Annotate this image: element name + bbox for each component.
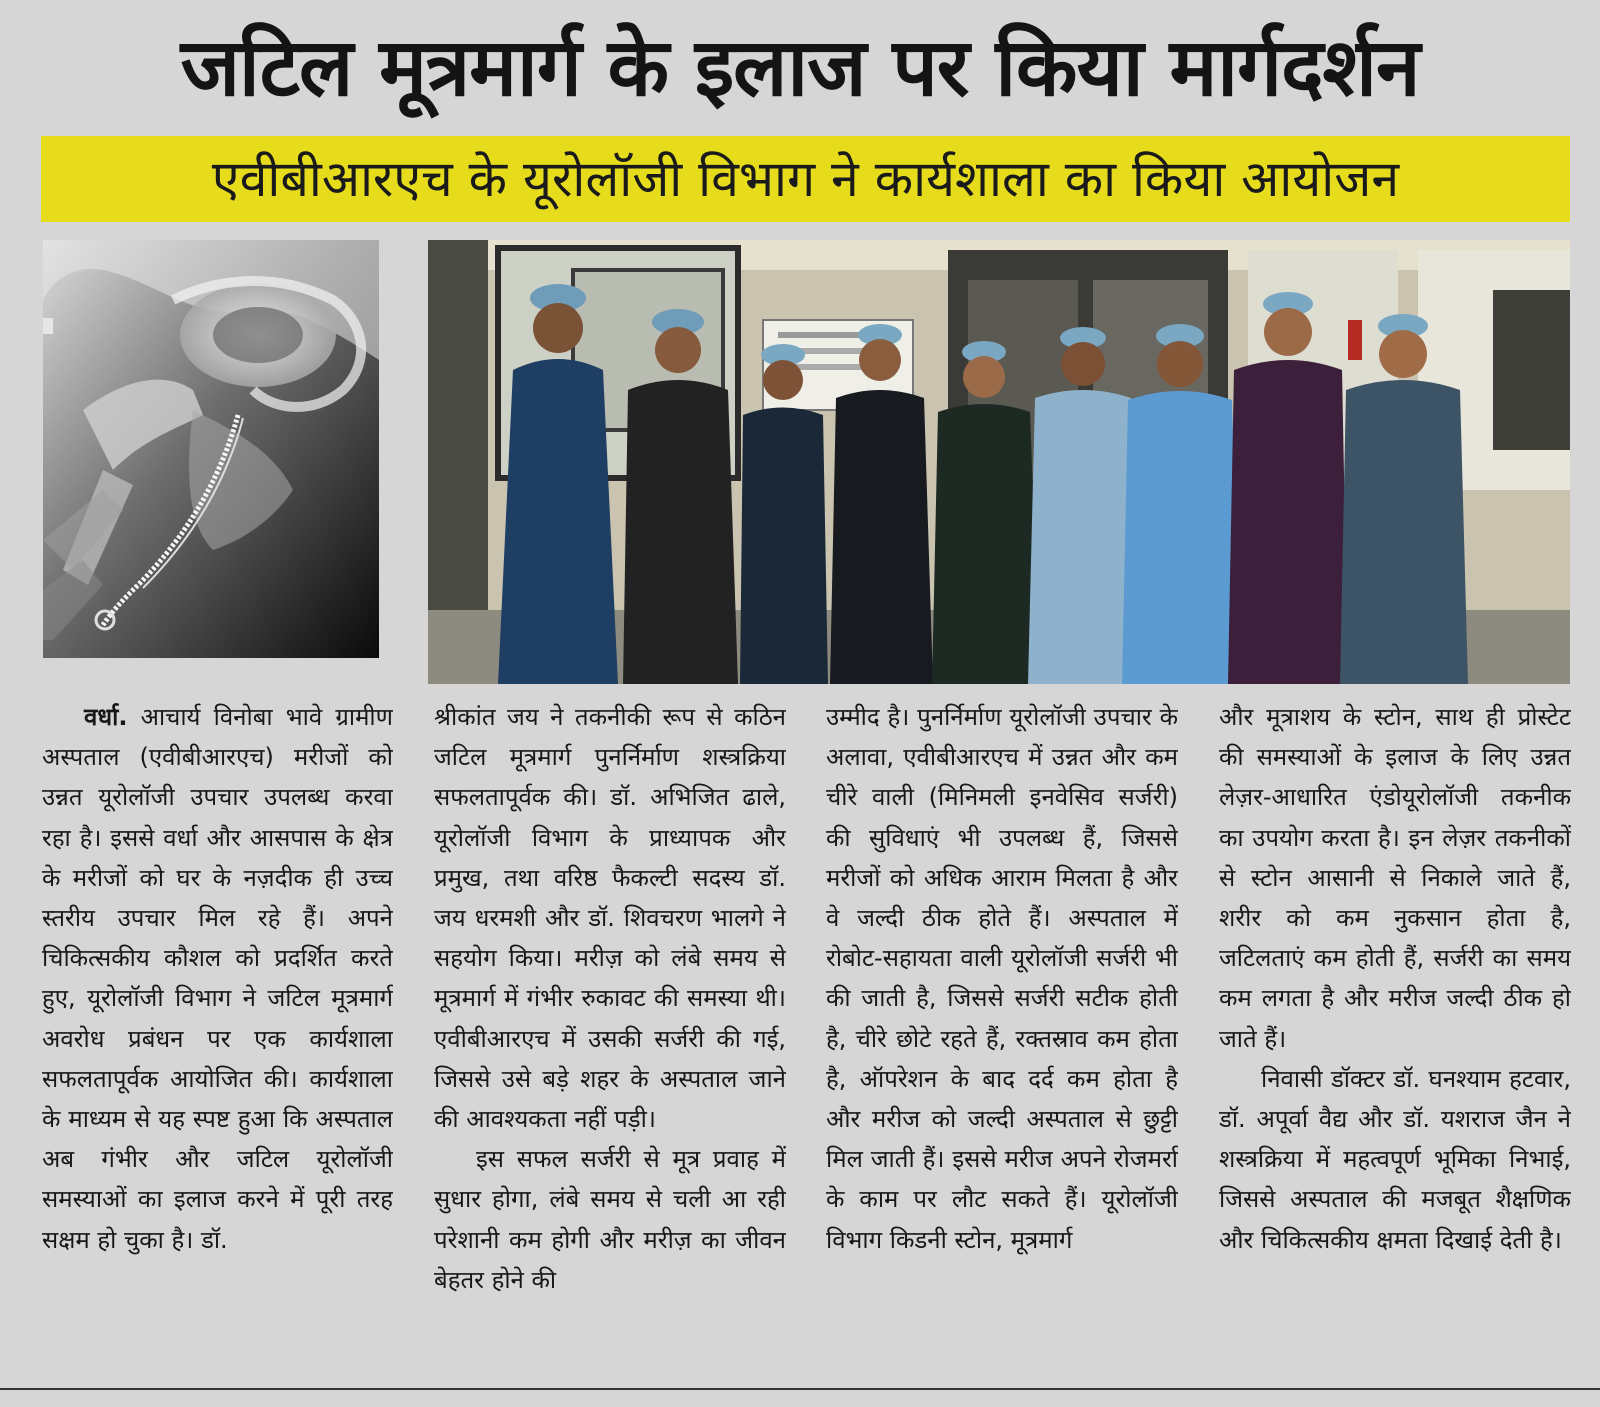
- article-col4-paragraph-1: और मूत्राशय के स्टोन, साथ ही प्रोस्टेट की समस्याओं के इलाज के लिए उन्नत लेज़र-आधारित एंडोयूरोलॉजी तकनीक का उपयोग करता है। इन लेज़र तकनीकों से स्टोन आसानी से निकाले जाते हैं, शरीर को कम नुकसान होता है, जटिलताएं कम होती हैं, सर्जरी का समय कम लगता है और मरीज जल्दी ठीक हो जाते हैं।: [1219, 703, 1571, 1053]
- article-col3-text: उम्मीद है। पुनर्निर्माण यूरोलॉजी उपचार के अलावा, एवीबीआरएच में उन्नत और कम चीरे वाली (मिनिमली इनवेसिव सर्जरी) की सुविधाएं भी उपलब्ध हैं, जिससे मरीजों को अधिक आराम मिलता है और वे जल्दी ठीक होते हैं। अस्पताल में रोबोट-सहायता वाली यूरोलॉजी सर्जरी भी की जाती है, जिससे सर्जरी सटीक होती है, चीरे छोटे रहते हैं, रक्तस्राव कम होता है, ऑपरेशन के बाद दर्द कम होता है और मरीज को जल्दी अस्पताल से छुट्टी मिल जाती हैं। इससे मरीज अपने रोजमर्रा के काम पर लौट सकते हैं। यूरोलॉजी विभाग किडनी स्टोन, मूत्रमार्ग: [826, 703, 1178, 1254]
- article-col1-text: आचार्य विनोबा भावे ग्रामीण अस्पताल (एवीबीआरएच) मरीजों को उन्नत यूरोलॉजी उपचार उपलब्ध करवा रहा है। इससे वर्धा और आसपास के क्षेत्र के मरीजों को घर के नज़दीक ही उच्च स्तरीय उपचार मिल रहे हैं। अपने चिकित्सकीय कौशल को प्रदर्शित करते हुए, यूरोलॉजी विभाग ने जटिल मूत्रमार्ग अवरोध प्रबंधन पर एक कार्यशाला सफलतापूर्वक आयोजित की। कार्यशाला के माध्यम से यह स्पष्ट हुआ कि अस्पताल अब गंभीर और जटिल यूरोलॉजी समस्याओं का इलाज करने में पूरी तरह सक्षम हो चुका है। डॉ.: [42, 703, 393, 1254]
- article-col4-paragraph-2: निवासी डॉक्टर डॉ. घनश्याम हटवार, डॉ. अपूर्वा वैद्य और डॉ. यशराज जैन ने शस्त्रक्रिया में महत्वपूर्ण भूमिका निभाई, जिससे अस्पताल की मजबूत शैक्षणिक और चिकित्सकीय क्षमता दिखाई देती है।: [1219, 1064, 1571, 1254]
- bottom-rule: [0, 1388, 1600, 1390]
- article-column-3: [826, 697, 1178, 1387]
- article-col2-paragraph-2: इस सफल सर्जरी से मूत्र प्रवाह में सुधार होगा, लंबे समय से चली आ रही परेशानी कम होगी और मरीज़ का जीवन बेहतर होने की: [434, 1145, 786, 1294]
- article-column-2: [434, 697, 786, 1387]
- headline: जटिल मूत्रमार्ग के इलाज पर किया मार्गदर्शन: [180, 21, 1420, 114]
- article-column-4: [1219, 697, 1571, 1387]
- article-col2-paragraph-1: श्रीकांत जय ने तकनीकी रूप से कठिन जटिल मूत्रमार्ग पुनर्निर्माण शस्त्रक्रिया सफलतापूर्वक की। डॉ. अभिजित ढाले, यूरोलॉजी विभाग के प्राध्यापक और प्रमुख, तथा वरिष्ठ फैकल्टी सदस्य डॉ. जय धरमशी और डॉ. शिवचरण भालगे ने सहयोग किया। मरीज़ को लंबे समय से मूत्रमार्ग में गंभीर रुकावट की समस्या थी। एवीबीआरएच में उसकी सर्जरी की गई, जिससे उसे बड़े शहर के अस्पताल जाने की आवश्यकता नहीं पड़ी।: [434, 703, 786, 1134]
- subheadline-band: [41, 136, 1570, 222]
- article-column-1: [42, 697, 393, 1387]
- dateline: वर्धा.: [84, 703, 128, 731]
- team-photo: [428, 240, 1570, 684]
- xray-image: [43, 240, 379, 658]
- subheadline: एवीबीआरएच के यूरोलॉजी विभाग ने कार्यशाला का किया आयोजन: [211, 150, 1400, 208]
